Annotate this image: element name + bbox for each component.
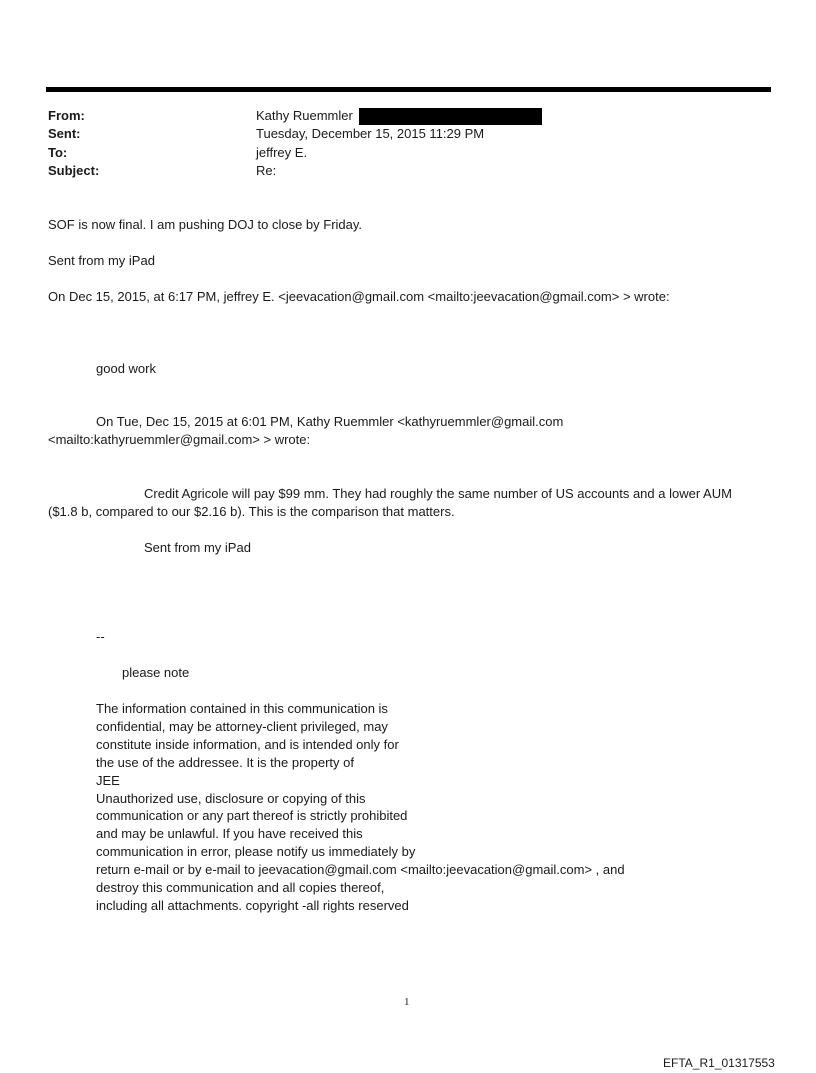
disclaimer-line: confidential, may be attorney-client privileged, may bbox=[96, 719, 388, 734]
signature-2: Sent from my iPad bbox=[144, 540, 251, 555]
subject-value: Re: bbox=[256, 163, 277, 178]
to-label: To: bbox=[48, 145, 68, 160]
from-label: From: bbox=[48, 108, 85, 123]
sent-value: Tuesday, December 15, 2015 11:29 PM bbox=[256, 126, 485, 141]
disclaimer-line: return e-mail or by e-mail to jeevacation@gmail.com <mailto:jeevacation@gmail.com> , and bbox=[96, 862, 625, 877]
header-rule bbox=[46, 87, 771, 92]
subject-label: Subject: bbox=[48, 163, 100, 178]
disclaimer-line: communication in error, please notify us immediately by bbox=[96, 844, 416, 859]
credit-agricole-line-1: Credit Agricole will pay $99 mm. They had roughly the same number of US accounts and a lower AUM bbox=[144, 486, 732, 501]
please-note-text: please note bbox=[122, 665, 190, 680]
document-id: EFTA_R1_01317553 bbox=[663, 1056, 775, 1070]
signature-1: Sent from my iPad bbox=[48, 253, 155, 268]
quote-2-intro-line-1: On Tue, Dec 15, 2015 at 6:01 PM, Kathy Ruemmler <kathyruemmler@gmail.com bbox=[96, 414, 564, 429]
body-line-1: SOF is now final. I am pushing DOJ to close by Friday. bbox=[48, 217, 363, 232]
signature-separator: -- bbox=[96, 629, 105, 644]
quote-2-intro-line-2: <mailto:kathyruemmler@gmail.com> > wrote: bbox=[48, 432, 311, 447]
disclaimer-line: communication or any part thereof is strictly prohibited bbox=[96, 808, 408, 823]
disclaimer-line: The information contained in this communication is bbox=[96, 701, 388, 716]
credit-agricole-line-2: ($1.8 b, compared to our $2.16 b). This is the comparison that matters. bbox=[48, 504, 455, 519]
disclaimer-line: the use of the addressee. It is the property of bbox=[96, 755, 354, 770]
quote-1-intro: On Dec 15, 2015, at 6:17 PM, jeffrey E. <jeevacation@gmail.com <mailto:jeevacation@gmail.com> > wrote: bbox=[48, 289, 670, 304]
disclaimer-line: Unauthorized use, disclosure or copying of this bbox=[96, 791, 366, 806]
disclaimer-line: and may be unlawful. If you have received this bbox=[96, 826, 363, 841]
redaction-bar bbox=[359, 108, 542, 125]
good-work-text: good work bbox=[96, 361, 156, 376]
to-value: jeffrey E. bbox=[256, 145, 308, 160]
disclaimer-line: including all attachments. copyright -all rights reserved bbox=[96, 898, 409, 913]
from-value: Kathy Ruemmler bbox=[256, 108, 353, 123]
disclaimer-line: constitute inside information, and is intended only for bbox=[96, 737, 399, 752]
page-number: 1 bbox=[404, 996, 410, 1008]
sent-label: Sent: bbox=[48, 126, 81, 141]
disclaimer-line: JEE bbox=[96, 773, 120, 788]
disclaimer-line: destroy this communication and all copies thereof, bbox=[96, 880, 385, 895]
